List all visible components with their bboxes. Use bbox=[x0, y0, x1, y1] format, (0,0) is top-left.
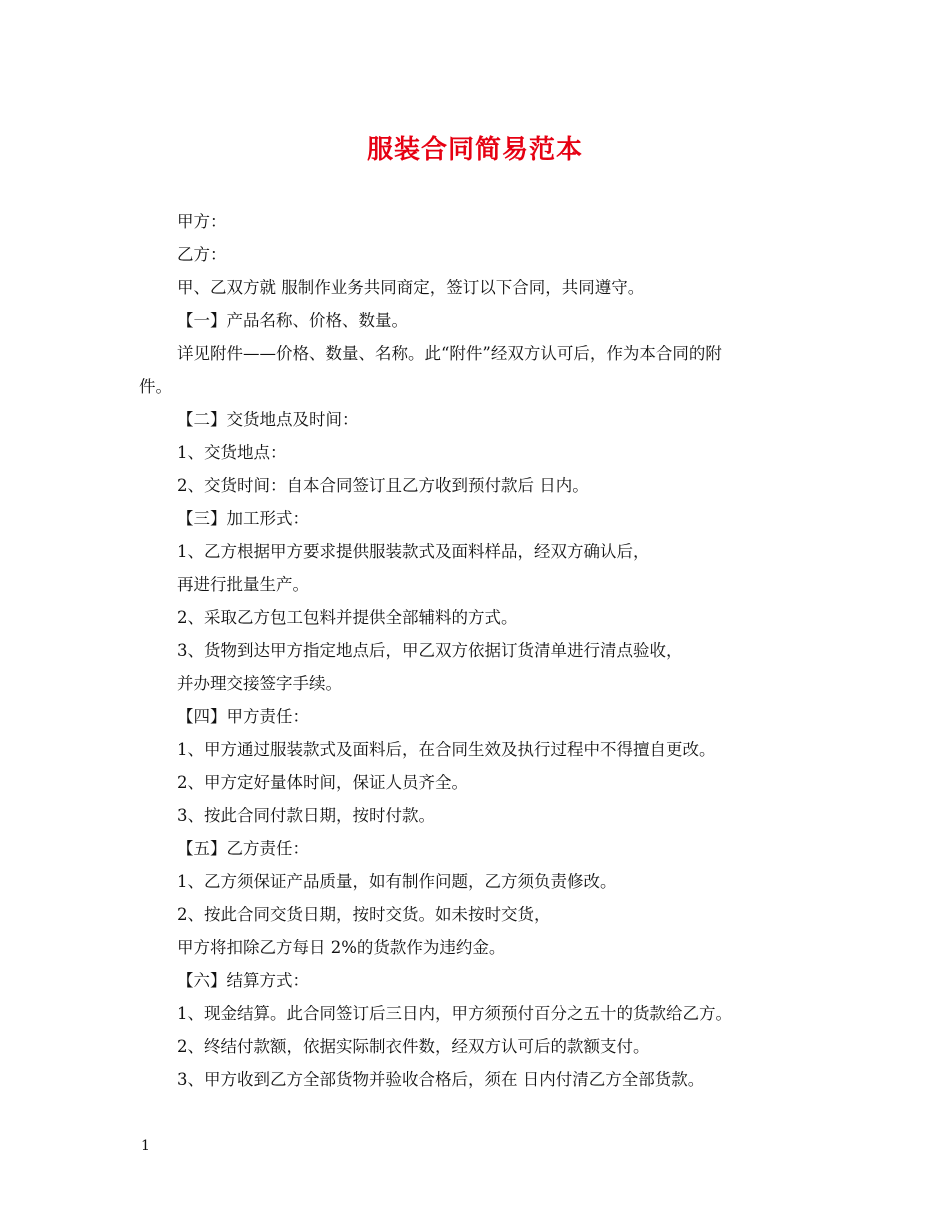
body-line: 件。 bbox=[139, 377, 172, 396]
body-line: 2、按此合同交货日期，按时交货。如未按时交货， bbox=[177, 905, 551, 924]
document-body bbox=[139, 205, 819, 1096]
page-number: 1 bbox=[141, 1138, 150, 1154]
body-line: 2、交货时间：自本合同签订且乙方收到预付款后 日内。 bbox=[177, 476, 589, 495]
body-line: 详见附件——价格、数量、名称。此“附件”经双方认可后，作为本合同的附 bbox=[177, 344, 722, 363]
body-line: 1、交货地点： bbox=[177, 443, 287, 462]
body-line: 甲方将扣除乙方每日 2%的货款作为违约金。 bbox=[177, 938, 506, 957]
body-line: 【一】产品名称、价格、数量。 bbox=[177, 311, 408, 330]
body-line: 3、甲方收到乙方全部货物并验收合格后，须在 日内付清乙方全部货款。 bbox=[177, 1070, 705, 1089]
body-line: 【二】交货地点及时间： bbox=[177, 410, 359, 429]
body-line: 【四】甲方责任： bbox=[177, 707, 309, 726]
body-line: 甲方： bbox=[177, 212, 227, 231]
body-line: 2、终结付款额，依据实际制衣件数，经双方认可后的款额支付。 bbox=[177, 1037, 650, 1056]
body-line: 1、乙方根据甲方要求提供服装款式及面料样品，经双方确认后， bbox=[177, 542, 650, 561]
body-line: 【五】乙方责任： bbox=[177, 839, 309, 858]
body-line: 2、采取乙方包工包料并提供全部辅料的方式。 bbox=[177, 608, 518, 627]
body-line: 【三】加工形式： bbox=[177, 509, 309, 528]
body-line: 3、按此合同付款日期，按时付款。 bbox=[177, 806, 435, 825]
document-title: 服装合同简易范本 bbox=[366, 135, 583, 165]
body-line: 1、乙方须保证产品质量，如有制作问题，乙方须负责修改。 bbox=[177, 872, 617, 891]
body-line: 【六】结算方式： bbox=[177, 971, 309, 990]
body-line: 甲、乙双方就 服制作业务共同商定，签订以下合同，共同遵守。 bbox=[177, 278, 645, 297]
body-line: 1、现金结算。此合同签订后三日内，甲方须预付百分之五十的货款给乙方。 bbox=[177, 1004, 732, 1023]
body-line: 再进行批量生产。 bbox=[177, 575, 309, 594]
body-line: 3、货物到达甲方指定地点后，甲乙双方依据订货清单进行清点验收， bbox=[177, 641, 683, 660]
body-line: 1、甲方通过服装款式及面料后，在合同生效及执行过程中不得擅自更改。 bbox=[177, 740, 716, 759]
body-line: 2、甲方定好量体时间，保证人员齐全。 bbox=[177, 773, 468, 792]
body-line: 乙方： bbox=[177, 245, 227, 264]
body-line: 并办理交接签字手续。 bbox=[177, 674, 342, 693]
